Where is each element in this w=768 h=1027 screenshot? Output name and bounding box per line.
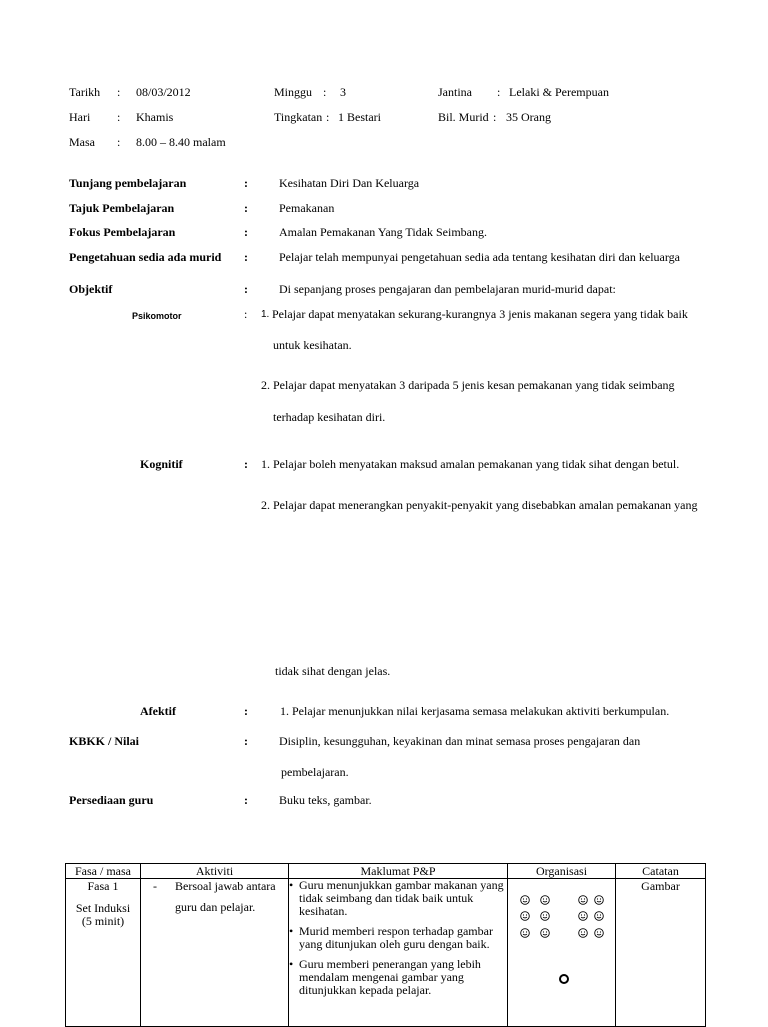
- jantina-value: Lelaki & Perempuan: [509, 85, 609, 99]
- colon: :: [244, 704, 248, 718]
- afektif-label: Afektif: [140, 704, 176, 718]
- smiley-face-icon: [520, 911, 530, 921]
- psikomotor-label: Psikomotor: [132, 311, 182, 321]
- persediaan-value: Buku teks, gambar.: [279, 793, 372, 807]
- colon: :: [326, 110, 330, 124]
- set-induksi-label: Set Induksi: [75, 901, 131, 915]
- fokus-value: Amalan Pemakanan Yang Tidak Seimbang.: [279, 225, 487, 239]
- tajuk-label: Tajuk Pembelajaran: [69, 201, 175, 215]
- psikomotor-item2-line1: 2. Pelajar dapat menyatakan 3 daripada 5 jenis kesan pemakanan yang tidak seimbang: [261, 378, 675, 392]
- smiley-face-icon: [578, 928, 588, 938]
- tarikh-value: 08/03/2012: [136, 85, 191, 99]
- aktiviti-dash: -: [153, 879, 157, 893]
- tingkatan-value: 1 Bestari: [338, 110, 381, 124]
- persediaan-label: Persediaan guru: [69, 793, 154, 807]
- smiley-face-icon: [594, 911, 604, 921]
- column-header-fasa: Fasa / masa: [66, 864, 141, 879]
- kognitif-item2-line1: 2. Pelajar dapat menerangkan penyakit-penyakit yang disebabkan amalan pemakanan yang: [261, 498, 698, 512]
- bil-murid-label: Bil. Murid: [438, 110, 489, 124]
- smiley-face-icon: [594, 895, 604, 905]
- objektif-value: Di sepanjang proses pengajaran dan pembelajaran murid-murid dapat:: [279, 282, 616, 296]
- kbkk-line1: Disiplin, kesungguhan, keyakinan dan minat semasa proses pengajaran dan: [279, 734, 641, 748]
- bullet: •: [289, 878, 294, 892]
- smiley-face-icon: [540, 895, 550, 905]
- afektif-item1: 1. Pelajar menunjukkan nilai kerjasama semasa melakukan aktiviti berkumpulan.: [280, 704, 670, 718]
- colon: :: [244, 307, 248, 321]
- hari-label: Hari: [69, 110, 91, 124]
- hari-value: Khamis: [136, 110, 174, 124]
- column-header-aktiviti: Aktiviti: [141, 864, 289, 879]
- tunjang-value: Kesihatan Diri Dan Keluarga: [279, 176, 420, 190]
- colon: :: [244, 176, 248, 190]
- tarikh-label: Tarikh: [69, 85, 101, 99]
- jantina-label: Jantina: [438, 85, 472, 99]
- colon: :: [117, 85, 121, 99]
- psikomotor-item2-line2: terhadap kesihatan diri.: [273, 410, 386, 424]
- colon: :: [244, 225, 248, 239]
- psikomotor-item1-line1: Pelajar dapat menyatakan sekurang-kurangnya 3 jenis makanan segera yang tidak baik: [272, 307, 688, 321]
- smiley-face-icon: [520, 928, 530, 938]
- colon: :: [117, 110, 121, 124]
- objektif-label: Objektif: [69, 282, 113, 296]
- psikomotor-item1-line2: untuk kesihatan.: [273, 338, 352, 352]
- smiley-face-icon: [540, 911, 550, 921]
- lesson-plan-table: [65, 863, 706, 1027]
- pengetahuan-value: Pelajar telah mempunyai pengetahuan sedia ada tentang kesihatan diri dan keluarga: [279, 250, 680, 264]
- tunjang-label: Tunjang pembelajaran: [69, 176, 187, 190]
- aktiviti-line1: Bersoal jawab antara: [175, 879, 276, 893]
- smiley-face-icon: [520, 895, 530, 905]
- colon: :: [117, 135, 121, 149]
- table-header-row: [66, 864, 706, 879]
- maklumat-cell: [289, 879, 508, 1027]
- smiley-face-icon: [578, 911, 588, 921]
- psikomotor-item1-number: 1.: [261, 309, 270, 320]
- colon: :: [244, 457, 248, 471]
- catatan-value: Gambar: [641, 879, 680, 893]
- kbkk-label: KBKK / Nilai: [69, 734, 140, 748]
- table-row: [66, 879, 706, 1027]
- masa-label: Masa: [69, 135, 95, 149]
- aktiviti-cell: [141, 879, 289, 1027]
- kognitif-item2-line2: tidak sihat dengan jelas.: [275, 664, 391, 678]
- tingkatan-label: Tingkatan: [274, 110, 323, 124]
- list-item: [289, 879, 507, 918]
- maklumat-item-1: Guru menunjukkan gambar makanan yang tidak seimbang dan tidak baik untuk kesihatan.: [299, 878, 504, 918]
- kbkk-line2: pembelajaran.: [281, 765, 349, 779]
- colon: :: [244, 250, 248, 264]
- column-header-catatan: Catatan: [616, 864, 706, 879]
- smiley-face-icon: [578, 895, 588, 905]
- organisasi-cell: [508, 879, 616, 1027]
- colon: :: [323, 85, 327, 99]
- aktiviti-line2: guru dan pelajar.: [175, 900, 256, 914]
- list-item: [289, 958, 507, 997]
- catatan-cell: [616, 879, 706, 1027]
- maklumat-item-3: Guru memberi penerangan yang lebih mendalam mengenai gambar yang ditunjukkan kepada pelajar.: [299, 957, 481, 997]
- fasa-duration: (5 minit): [81, 914, 125, 928]
- bullet: •: [289, 957, 294, 971]
- smiley-face-icon: [594, 928, 604, 938]
- tajuk-value: Pemakanan: [279, 201, 335, 215]
- kognitif-label: Kognitif: [140, 457, 183, 471]
- smiley-face-icon: [540, 928, 550, 938]
- fasa-cell: [66, 879, 141, 1027]
- column-header-organisasi: Organisasi: [508, 864, 616, 879]
- colon: :: [244, 734, 248, 748]
- list-item: [289, 925, 507, 951]
- kognitif-item1: 1. Pelajar boleh menyatakan maksud amalan pemakanan yang tidak sihat dengan betul.: [261, 457, 680, 471]
- colon: :: [244, 793, 248, 807]
- colon: :: [244, 201, 248, 215]
- bullet: •: [289, 924, 294, 938]
- masa-value: 8.00 – 8.40 malam: [136, 135, 226, 149]
- colon: :: [493, 110, 497, 124]
- minggu-label: Minggu: [274, 85, 313, 99]
- fokus-label: Fokus Pembelajaran: [69, 225, 176, 239]
- pengetahuan-label: Pengetahuan sedia ada murid: [69, 250, 222, 264]
- colon: :: [497, 85, 501, 99]
- teacher-position-icon: [559, 974, 569, 984]
- column-header-maklumat: Maklumat P&P: [289, 864, 508, 879]
- maklumat-item-2: Murid memberi respon terhadap gambar yang ditunjukan oleh guru dengan baik.: [299, 924, 493, 951]
- colon: :: [244, 282, 248, 296]
- fasa-label: Fasa 1: [87, 879, 119, 893]
- minggu-value: 3: [340, 85, 346, 99]
- bil-murid-value: 35 Orang: [506, 110, 551, 124]
